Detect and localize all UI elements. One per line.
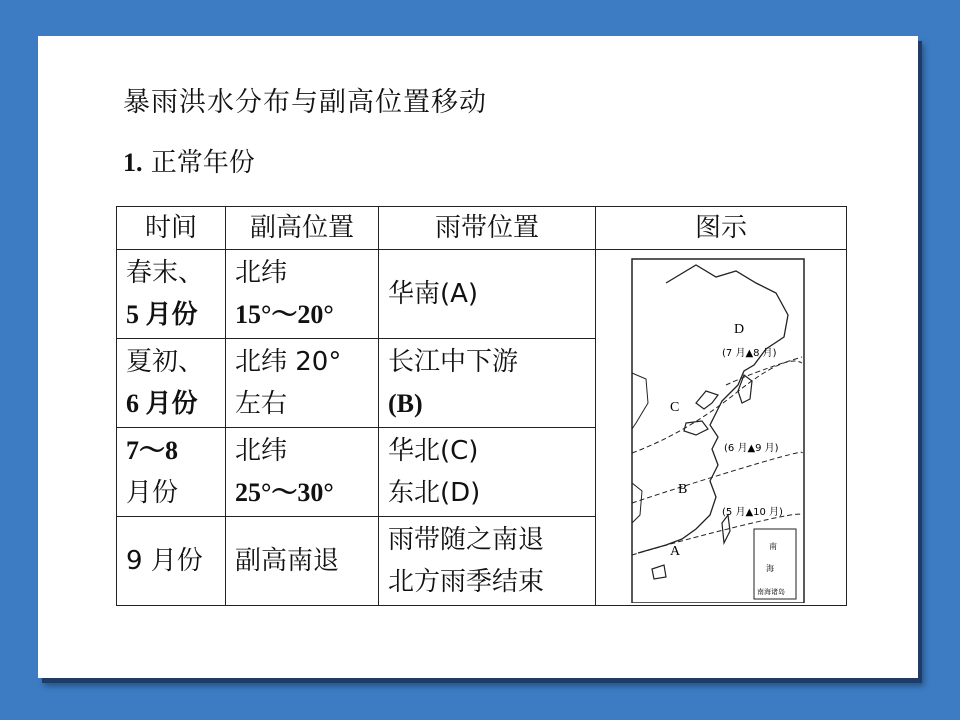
slide-title: 暴雨洪水分布与副高位置移动 [123, 87, 487, 118]
cell-line: 6 月份 [126, 389, 198, 418]
table-header-row [117, 207, 847, 250]
table-row [117, 250, 847, 339]
cell-line: 夏初、 [126, 347, 205, 377]
cell-line: 左右 [235, 389, 288, 419]
label-c: C [670, 399, 680, 415]
cell-time [117, 339, 226, 428]
cell-line: 月份 [126, 478, 179, 508]
label-period-d: (7 月▲8 月) [722, 347, 777, 359]
cell-line: 7～8 [126, 436, 179, 465]
section-title: 正常年份 [150, 148, 255, 178]
header-diagram: 图示 [596, 207, 847, 250]
cell-rain-belt [379, 250, 596, 339]
cell-line: 15°～20° [235, 300, 334, 329]
cell-line: 华南(A) [388, 279, 479, 309]
cell-rain-belt [379, 517, 596, 606]
section-separator: . [136, 148, 143, 177]
label-period-c: (6 月▲9 月) [724, 442, 779, 454]
cell-line: 雨带随之南退 [388, 525, 545, 555]
cell-time [117, 428, 226, 517]
label-a: A [670, 543, 681, 559]
cell-line: 5 月份 [126, 300, 198, 329]
section-number: 1 [123, 148, 136, 177]
cell-line: 东北(D) [388, 478, 481, 508]
header-time: 时间 [117, 207, 226, 250]
section-heading [123, 142, 255, 179]
cell-line: 长江中下游 [388, 347, 519, 377]
cell-line: 北方雨季结束 [388, 567, 545, 597]
cell-subtropical-high [226, 428, 379, 517]
rainbelt-table [116, 206, 847, 606]
cell-line: 春末、 [126, 258, 205, 288]
cell-line: 华北(C) [388, 436, 479, 466]
inset-text-nan: 南 [769, 541, 777, 551]
cell-line: 25°～30° [235, 478, 334, 507]
label-d: D [734, 321, 745, 337]
cell-line: (B) [388, 389, 423, 418]
inset-caption: 南海诸岛 [757, 587, 785, 596]
inset-text-hai: 海 [766, 563, 774, 573]
cell-line: 9 月份 [126, 546, 203, 576]
rainbelt-map [626, 253, 816, 603]
cell-diagram [596, 250, 847, 606]
cell-line: 北纬 [235, 258, 288, 288]
slide [38, 36, 918, 678]
cell-line: 副高南退 [235, 546, 340, 576]
label-period-b: (5 月▲10 月) [722, 506, 783, 518]
cell-subtropical-high [226, 339, 379, 428]
cell-rain-belt [379, 339, 596, 428]
cell-subtropical-high [226, 250, 379, 339]
cell-time [117, 250, 226, 339]
cell-subtropical-high [226, 517, 379, 606]
cell-line: 北纬 [235, 436, 288, 466]
cell-time [117, 517, 226, 606]
header-rain-belt: 雨带位置 [379, 207, 596, 250]
cell-rain-belt [379, 428, 596, 517]
header-subtropical-high: 副高位置 [226, 207, 379, 250]
cell-line: 北纬 20° [235, 347, 342, 377]
label-b: B [678, 481, 688, 497]
